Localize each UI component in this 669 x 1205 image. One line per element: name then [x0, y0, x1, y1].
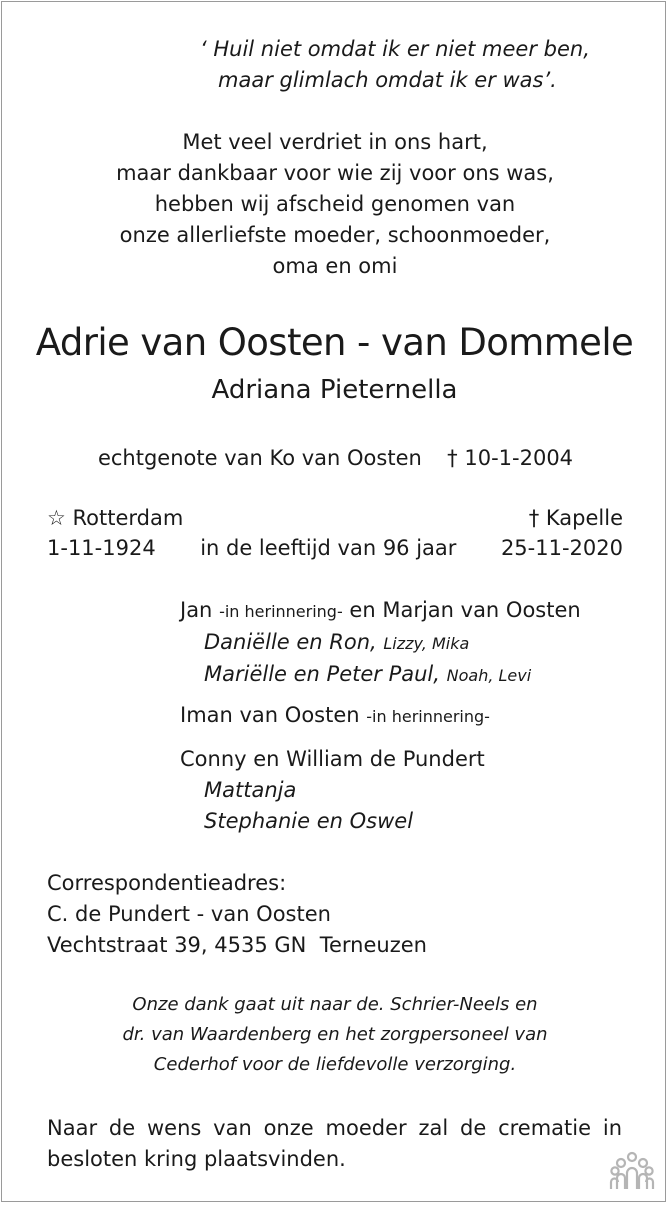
correspondence-label: Correspondentieadres:: [47, 871, 287, 895]
child-names: Mariëlle en Peter Paul,: [204, 662, 440, 686]
thanks-line: dr. van Waardenberg en het zorgpersoneel van: [122, 1024, 548, 1045]
thanks-text: [40, 990, 630, 1080]
cross-icon: †: [447, 446, 458, 470]
family-group-2: [180, 700, 490, 732]
family-child: [180, 627, 581, 659]
birth-date: 1-11-1924: [47, 536, 156, 560]
intro-line: onze allerliefste moeder, schoonmoeder,: [119, 223, 551, 247]
grandchildren: Lizzy, Mika: [383, 634, 470, 653]
intro-line: maar dankbaar voor wie zij voor ons was,: [116, 161, 554, 185]
age-text: in de leeftijd van 96 jaar: [200, 536, 457, 560]
closing-line-1: Naar de wens van onze moeder zal de crematie in: [47, 1116, 622, 1140]
places-row: [47, 503, 623, 534]
spouse-line: [20, 443, 650, 474]
correspondence-name: C. de Pundert - van Oosten: [47, 902, 331, 926]
intro-line: Met veel verdriet in ons hart,: [182, 130, 488, 154]
quote-line-2: maar glimlach omdat ik er was’.: [218, 68, 557, 92]
family-child: Mattanja: [204, 778, 297, 802]
cross-icon: †: [528, 506, 540, 530]
family-name: Jan: [180, 598, 213, 622]
deceased-given-names: Adriana Pieternella: [211, 375, 458, 405]
opening-quote: [200, 34, 620, 96]
people-group-icon: [609, 1151, 655, 1191]
birth-place-text: Rotterdam: [72, 506, 184, 530]
closing-line-2: besloten kring plaatsvinden.: [47, 1147, 346, 1171]
family-group-1: [180, 595, 581, 691]
dates-row: [47, 533, 623, 564]
family-group-3: [180, 744, 485, 837]
birth-place: [47, 503, 183, 534]
closing-text: [47, 1113, 622, 1175]
deceased-name: Adrie van Oosten - van Dommele: [35, 321, 634, 364]
spouse-text: echtgenote van Ko van Oosten: [97, 446, 422, 470]
quote-line-1: ‘ Huil niet omdat ik er niet meer ben,: [200, 37, 590, 61]
family-head: [180, 595, 581, 627]
spouse-death-date: 10-1-2004: [464, 446, 574, 470]
grandchildren: Noah, Levi: [446, 666, 532, 685]
intro-line: oma en omi: [272, 254, 398, 278]
child-names: Daniëlle en Ron,: [204, 630, 377, 654]
correspondence-block: [47, 868, 427, 961]
family-head: Conny en William de Pundert: [180, 747, 485, 771]
family-name: en Marjan van Oosten: [349, 598, 581, 622]
thanks-line: Cederhof voor de liefdevolle verzorging.: [153, 1054, 517, 1075]
death-date: 25-11-2020: [500, 536, 623, 560]
family-child: [180, 659, 581, 691]
memory-note: -in herinnering-: [219, 602, 343, 621]
star-icon: ☆: [47, 506, 66, 530]
intro-line: hebben wij afscheid genomen van: [154, 192, 516, 216]
family-child: Stephanie en Oswel: [204, 809, 414, 833]
thanks-line: Onze dank gaat uit naar de. Schrier-Neels en: [132, 994, 538, 1015]
intro-text: [40, 127, 630, 282]
memory-note: -in herinnering-: [366, 707, 490, 726]
death-place-text: Kapelle: [545, 506, 623, 530]
death-place: [529, 503, 623, 534]
family-name: Iman van Oosten: [180, 703, 360, 727]
correspondence-address: Vechtstraat 39, 4535 GN Terneuzen: [47, 933, 427, 957]
